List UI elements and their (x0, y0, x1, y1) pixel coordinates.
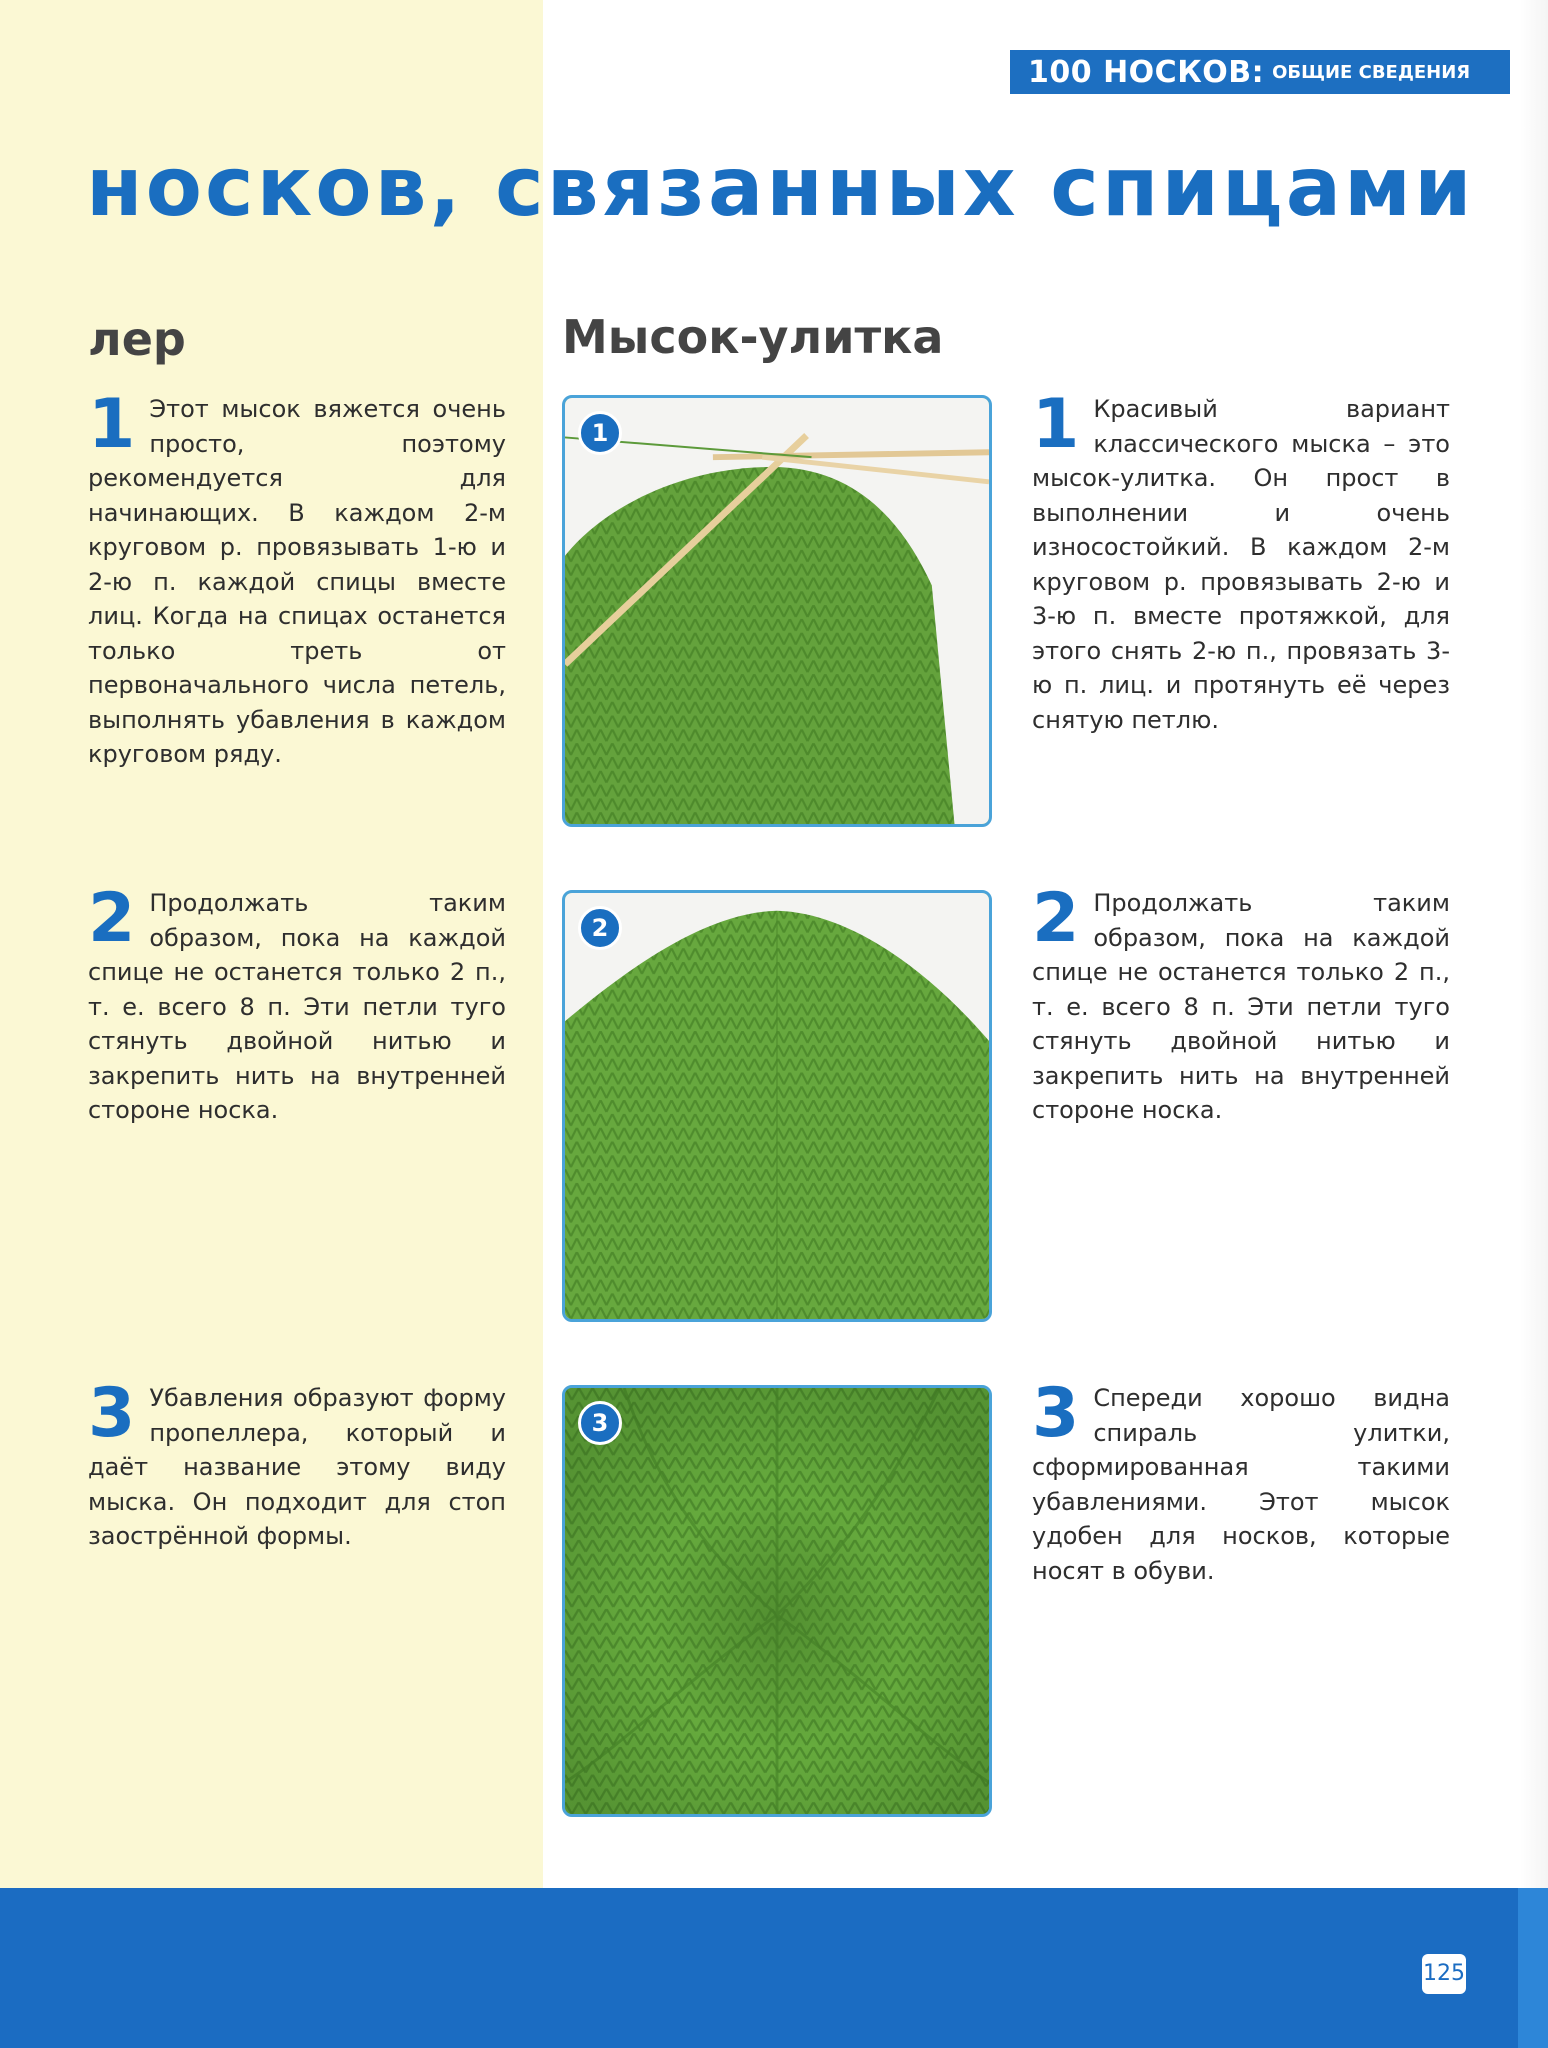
step-text: Спереди хорошо видна спираль улитки, сформированная такими убавлениями. Этот мысок удобен для носков, которые носят в обуви. (1032, 1384, 1450, 1585)
page-number: 125 (1422, 1954, 1466, 1994)
right-section-title: Мысок-улитка (562, 310, 944, 364)
step-number: 1 (1032, 385, 1080, 464)
knit-image-3 (565, 1388, 989, 1814)
step-number: 3 (88, 1374, 136, 1453)
footer-bar (0, 1888, 1548, 2048)
right-step-2 (1032, 879, 1450, 1128)
right-step-3 (1032, 1374, 1450, 1588)
step-text: Красивый вариант классического мыска – это мысок-улитка. Он прост в выполнении и очень износостойкий. В каждом 2-м круговом р. провязывать 2-ю и 3-ю п. вместе протяжкой, для этого снять 2-ю п., провязать 3-ю п. лиц. и протянуть её через снятую петлю. (1032, 395, 1450, 734)
photo-1-knitting-on-needles (562, 395, 992, 827)
step-text: Убавления образуют форму пропеллера, который и даёт название этому виду мыска. Он подходит для стоп заострённой формы. (88, 1384, 506, 1550)
step-number: 1 (88, 385, 136, 464)
photo-badge-2: 2 (578, 906, 622, 950)
left-step-2 (88, 879, 506, 1128)
step-text: Этот мысок вяжется очень просто, поэтому рекомендуется для начинающих. В каждом 2-м круговом р. провязывать 1-ю и 2-ю п. каждой спицы вместе лиц. Когда на спицах останется только треть от первоначального числа петель, выполнять убавления в каждом круговом ряду. (88, 395, 506, 768)
step-text: Продолжать таким образом, пока на каждой спице не останется только 2 п., т. е. всего 8 п. Эти петли туго стянуть двойной нитью и закрепить нить на внутренней стороне носка. (88, 889, 506, 1124)
step-number: 2 (88, 879, 136, 958)
left-section-title: лер (88, 312, 186, 366)
left-step-3 (88, 1374, 506, 1554)
step-number: 2 (1032, 879, 1080, 958)
page-title: носков, связанных спицами (86, 140, 1475, 235)
header-section-name: ОБЩИЕ СВЕДЕНИЯ (1272, 61, 1471, 83)
page-edge-shadow (1520, 0, 1548, 1888)
left-step-1 (88, 385, 506, 772)
photo-2-pointed-toe (562, 890, 992, 1322)
knit-image-1 (565, 398, 989, 824)
photo-badge-1: 1 (578, 411, 622, 455)
step-text: Продолжать таким образом, пока на каждой спице не останется только 2 п., т. е. всего 8 п. Эти петли туго стянуть двойной нитью и закрепить нить на внутренней стороне носка. (1032, 889, 1450, 1124)
running-header (1010, 50, 1510, 94)
step-number: 3 (1032, 1374, 1080, 1453)
knit-image-2 (565, 893, 989, 1319)
photo-3-spiral-toe (562, 1385, 992, 1817)
footer-edge (1518, 1888, 1548, 2048)
header-book-title: 100 НОСКОВ: (1028, 54, 1265, 90)
right-step-1 (1032, 385, 1450, 737)
photo-badge-3: 3 (578, 1401, 622, 1445)
